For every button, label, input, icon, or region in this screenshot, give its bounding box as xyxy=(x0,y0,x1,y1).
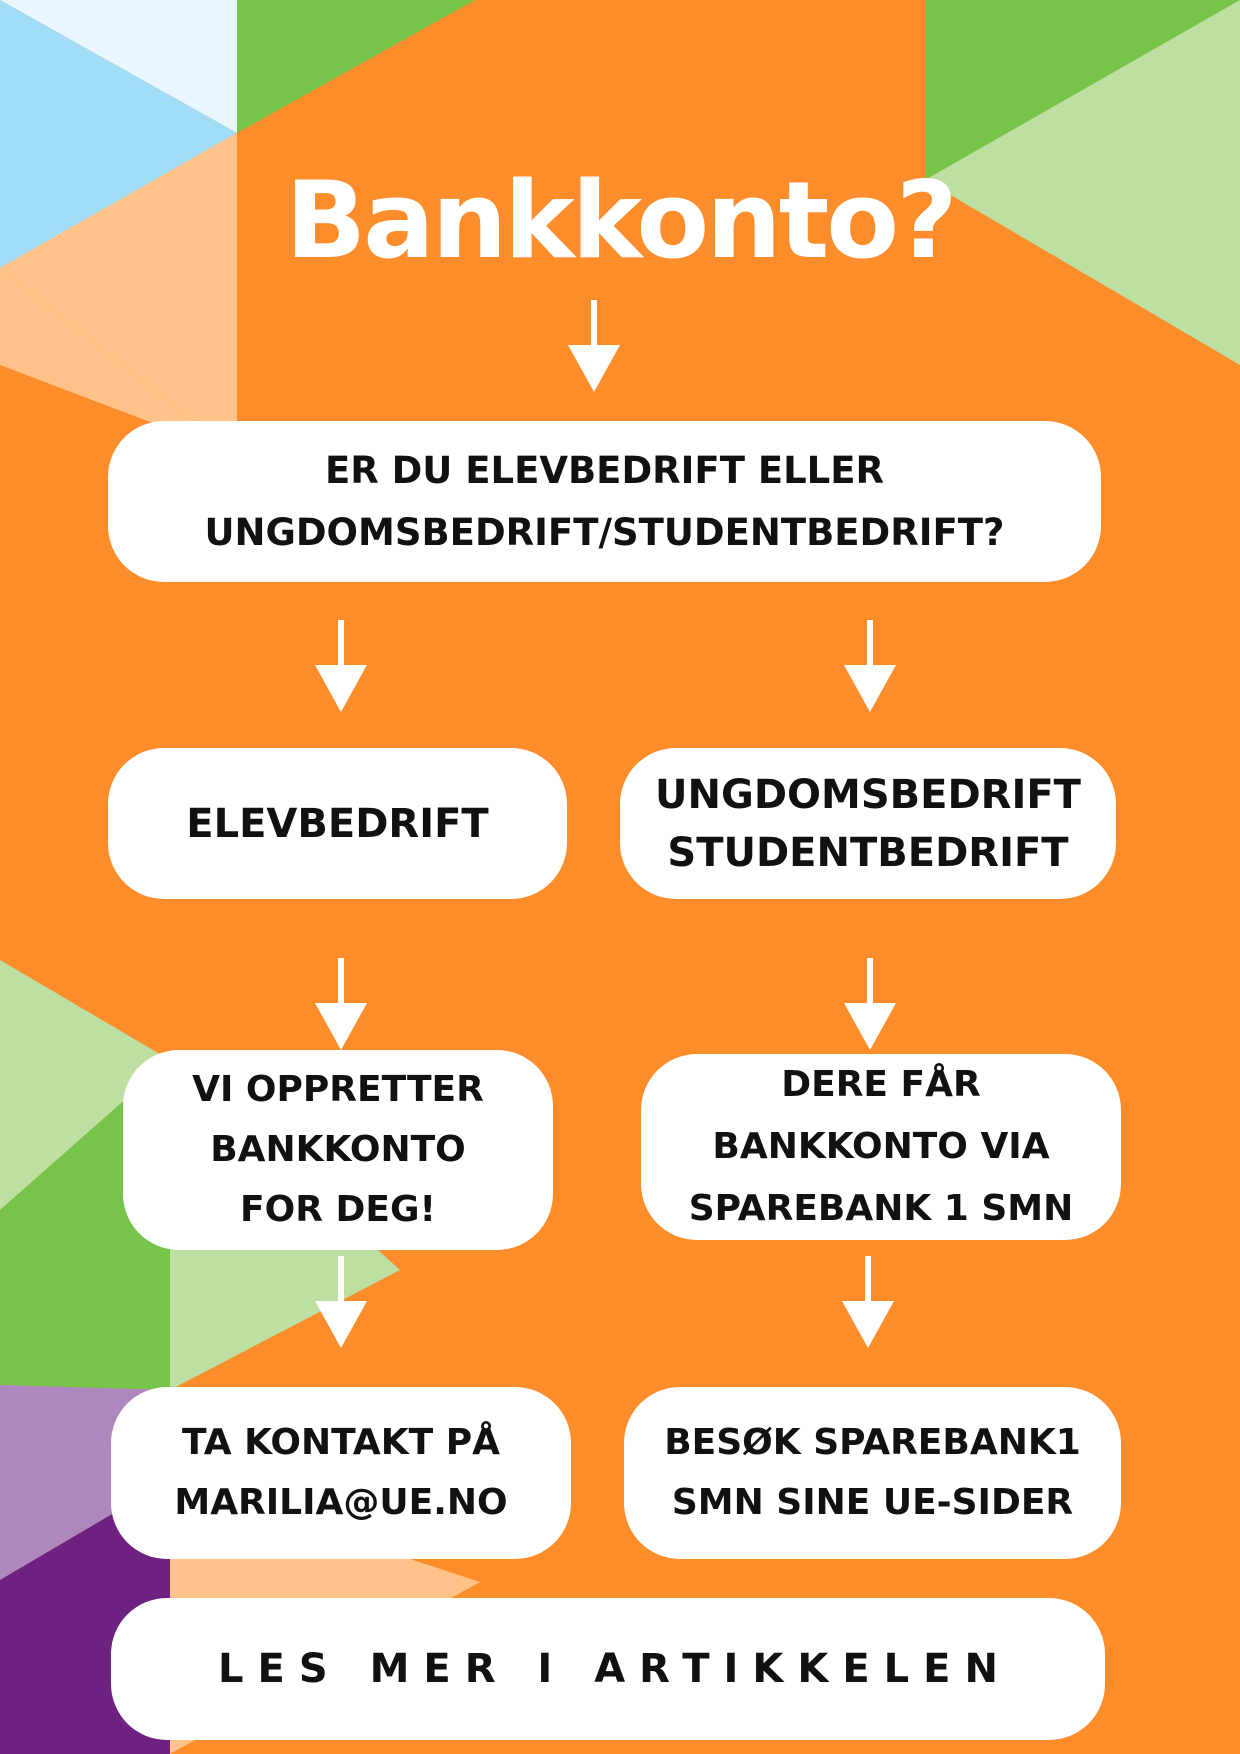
sparebank-visit-text: BESØK SPAREBANK1 SMN SINE UE-SIDER xyxy=(664,1422,1081,1523)
ungdomsbedrift-label: UNGDOMSBEDRIFT STUDENTBEDRIFT xyxy=(655,771,1081,876)
ungdomsbedrift-result-text: DERE FÅR BANKKONTO VIA SPAREBANK 1 SMN xyxy=(688,1064,1074,1229)
sparebank-visit-box xyxy=(624,1387,1121,1559)
elevbedrift-result-box xyxy=(123,1050,553,1250)
elevbedrift-result-text: VI OPPRETTER BANKKONTO FOR DEG! xyxy=(192,1069,484,1230)
down-arrow-icon xyxy=(840,620,900,715)
down-arrow-icon xyxy=(838,1256,898,1351)
down-arrow-icon xyxy=(311,1256,371,1351)
ungdomsbedrift-box xyxy=(620,748,1116,899)
read-more-label: LES MER I ARTIKKELEN xyxy=(218,1646,1012,1692)
elevbedrift-box xyxy=(108,748,567,899)
page-title: Bankkonto? xyxy=(285,159,955,282)
down-arrow-icon xyxy=(840,958,900,1053)
question-text: ER DU ELEVBEDRIFT ELLER UNGDOMSBEDRIFT/STUDENTBEDRIFT? xyxy=(204,448,1005,554)
down-arrow-icon xyxy=(564,300,624,395)
down-arrow-icon xyxy=(311,620,371,715)
contact-text: TA KONTAKT PÅ MARILIA@UE.NO xyxy=(174,1422,508,1523)
down-arrow-icon xyxy=(311,958,371,1053)
read-more-button[interactable] xyxy=(111,1598,1105,1740)
ungdomsbedrift-result-box xyxy=(641,1054,1121,1240)
elevbedrift-label: ELEVBEDRIFT xyxy=(186,800,489,847)
contact-box xyxy=(111,1387,571,1559)
question-box xyxy=(108,421,1101,582)
